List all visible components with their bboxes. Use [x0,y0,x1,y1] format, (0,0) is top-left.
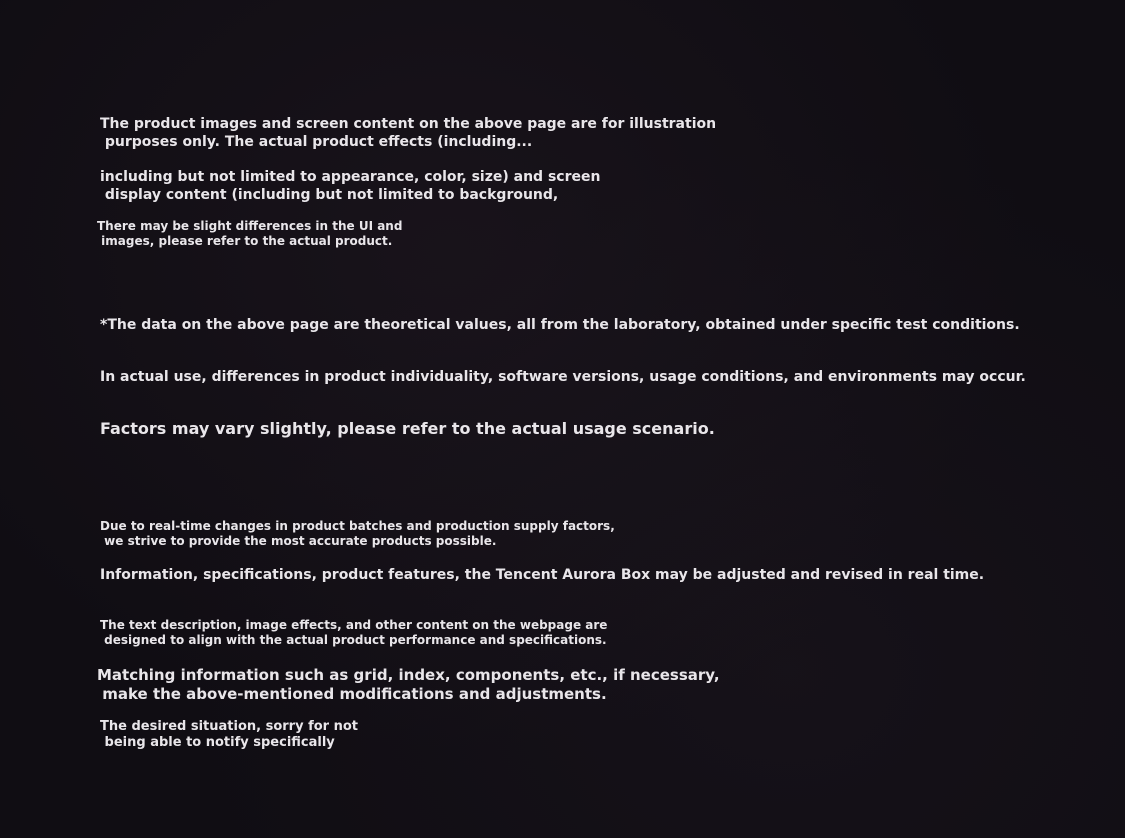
notice-line: including but not limited to appearance, color, size) and screen [100,169,601,185]
notice-line: The text description, image effects, and other content on the webpage are [100,618,608,632]
notice-line: purposes only. The actual product effects (including... [100,133,533,150]
notice-line: The desired situation, sorry for not [100,719,359,734]
notice-line: we strive to provide the most accurate products possible. [100,534,497,548]
notice-line: display content (including but not limited to background, [100,186,559,203]
notice-line: Matching information such as grid, index, components, etc., if necessary, [97,666,720,684]
notice-apology [100,719,358,752]
notice-line: Due to real-time changes in product batches and production supply factors, [100,519,615,533]
notice-line: The product images and screen content on the above page are for illustration [100,116,717,132]
notice-line: images, please refer to the actual product. [97,234,393,248]
notice-line: Factors may vary slightly, please refer to the actual usage scenario. [100,419,715,438]
notice-actual-use [100,369,1026,387]
notice-line: Information, specifications, product features, the Tencent Aurora Box may be adjusted and revised in real time. [100,567,985,583]
notice-line: make the above-mentioned modifications and adjustments. [97,684,607,703]
notice-information-revised [100,567,984,585]
notice-line: *The data on the above page are theoretical values, all from the laboratory, obtained under specific test conditions. [100,317,1020,333]
notice-batches [100,519,615,549]
notice-illustration [100,116,716,151]
notice-text-description [100,618,607,648]
notice-ui-differences [97,219,402,249]
notice-theoretical-values [100,317,1020,335]
notice-matching-information [97,666,720,704]
notice-line: There may be slight differences in the UI and [97,219,403,233]
notice-line: being able to notify specifically [100,735,335,751]
notice-line: designed to align with the actual product performance and specifications. [100,633,607,647]
notice-line: In actual use, differences in product individuality, software versions, usage conditions, and environments may occur. [100,369,1026,385]
notice-appearance [100,169,600,204]
notice-factors [100,419,715,439]
